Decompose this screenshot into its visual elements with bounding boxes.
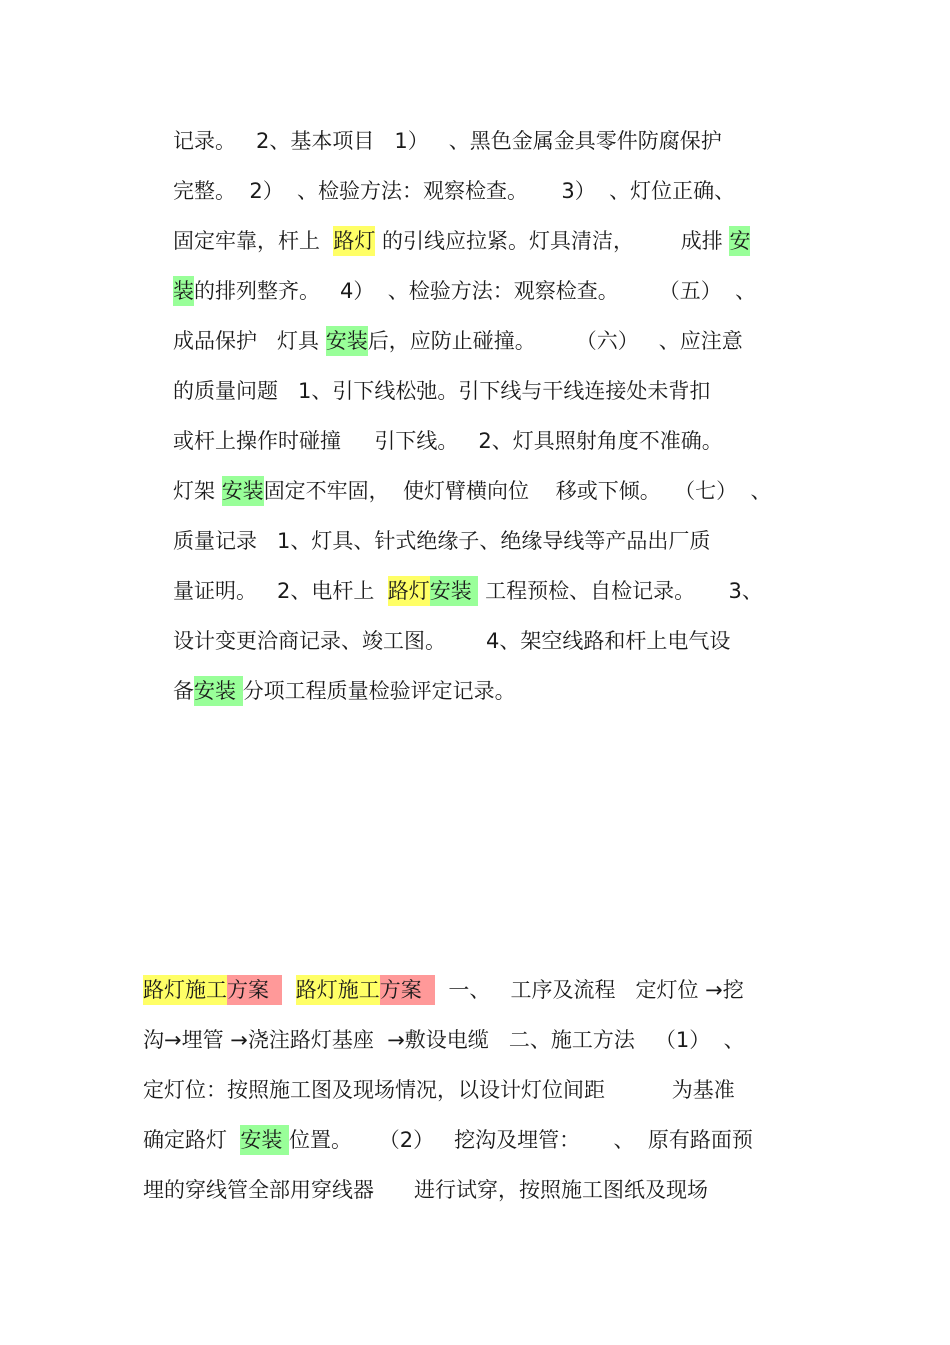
text-line bbox=[173, 326, 743, 356]
text-segment: 工程预检、自检记录。 3、 bbox=[478, 579, 763, 603]
highlighted-term: 路灯施工 bbox=[143, 975, 227, 1005]
text-segment: 完整。 2） 、检验方法：观察检查。 3） 、灯位正确、 bbox=[173, 179, 736, 203]
highlighted-term: 安装 bbox=[326, 326, 368, 356]
text-line bbox=[143, 1125, 753, 1155]
text-line bbox=[173, 226, 750, 256]
text-line bbox=[173, 376, 710, 406]
highlighted-term: 方案 bbox=[380, 975, 435, 1005]
text-segment: 一、 工序及流程 定灯位 →挖 bbox=[435, 978, 744, 1002]
highlighted-term: 安装 bbox=[430, 576, 479, 606]
text-segment bbox=[282, 975, 295, 1005]
text-segment: 埋的穿线管全部用穿线器 进行试穿，按照施工图纸及现场 bbox=[143, 1178, 709, 1202]
text-segment: 的引线应拉紧。灯具清洁， 成排 bbox=[375, 229, 730, 253]
text-line bbox=[173, 126, 722, 156]
text-segment: 质量记录 1、灯具、针式绝缘子、绝缘导线等产品出厂质 bbox=[173, 529, 711, 553]
text-segment: 灯架 bbox=[173, 479, 222, 503]
text-line bbox=[143, 975, 744, 1005]
text-line bbox=[173, 276, 756, 306]
text-segment: 沟→埋管 →浇注路灯基座 →敷设电缆 二、施工方法 （1） 、 bbox=[143, 1028, 745, 1052]
text-line bbox=[143, 1025, 745, 1055]
text-line bbox=[173, 676, 516, 706]
highlighted-term: 装 bbox=[173, 276, 194, 306]
text-segment: 固定牢靠，杆上 bbox=[173, 229, 334, 253]
text-line bbox=[173, 176, 735, 206]
text-segment: 固定不牢固， 使灯臂横向位 移或下倾。 （七） 、 bbox=[263, 479, 772, 503]
text-segment: 的质量问题 1、引下线松弛。引下线与干线连接处未背扣 bbox=[173, 379, 711, 403]
text-line bbox=[173, 526, 710, 556]
highlighted-term: 路灯施工 bbox=[296, 975, 380, 1005]
text-segment: 记录。 2、基本项目 1） 、黑色金属金具零件防腐保护 bbox=[173, 129, 722, 153]
text-line bbox=[143, 1075, 735, 1105]
text-segment: 后，应防止碰撞。 （六） 、应注意 bbox=[367, 329, 743, 353]
text-segment: 位置。 （2） 挖沟及埋管： 、 原有路面预 bbox=[289, 1128, 753, 1152]
highlighted-term: 安装 bbox=[240, 1125, 289, 1155]
highlighted-term: 路灯 bbox=[333, 226, 375, 256]
text-segment: 成品保护 灯具 bbox=[173, 329, 326, 353]
text-segment: 的排列整齐。 4） 、检验方法：观察检查。 （五） 、 bbox=[194, 279, 757, 303]
highlighted-term: 安 bbox=[729, 226, 750, 256]
text-segment: 定灯位：按照施工图及现场情况，以设计灯位间距 为基准 bbox=[143, 1078, 735, 1102]
text-segment: 分项工程质量检验评定记录。 bbox=[242, 679, 516, 703]
text-line bbox=[173, 476, 771, 506]
text-line bbox=[173, 426, 723, 456]
highlighted-term: 路灯 bbox=[388, 576, 430, 606]
text-line bbox=[173, 626, 730, 656]
text-segment: 量证明。 2、电杆上 bbox=[173, 579, 388, 603]
text-segment: 或杆上操作时碰撞 引下线。 2、灯具照射角度不准确。 bbox=[173, 429, 723, 453]
text-segment: 设计变更洽商记录、竣工图。 4、架空线路和杆上电气设 bbox=[173, 629, 731, 653]
highlighted-term: 安装 bbox=[194, 676, 243, 706]
text-line bbox=[173, 576, 763, 606]
text-segment: 确定路灯 bbox=[143, 1128, 241, 1152]
text-line bbox=[143, 1175, 708, 1205]
text-segment: 备 bbox=[173, 679, 194, 703]
highlighted-term: 安装 bbox=[222, 476, 264, 506]
highlighted-term: 方案 bbox=[227, 975, 282, 1005]
